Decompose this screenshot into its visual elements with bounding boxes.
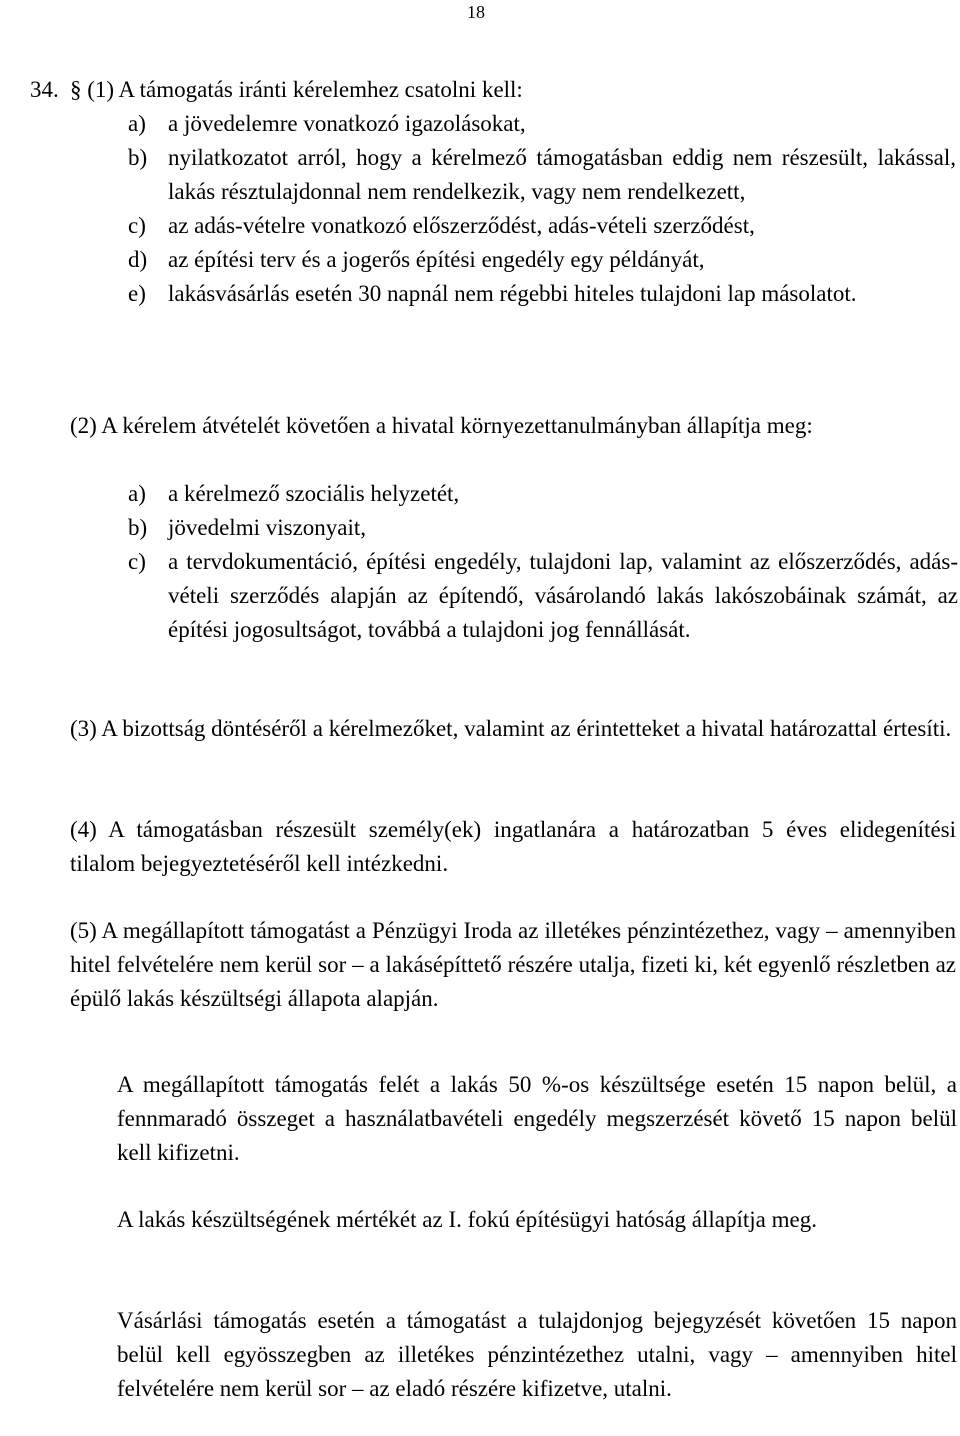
paragraph-5-purchase: Vásárlási támogatás esetén a támogatást a tulajdonjog bejegyzését követően 15 napon belül kell egyösszegben az illetékes pénzintézethez utalni, vagy – amennyiben hitel felvételére nem kerül sor – az eladó részére kifizetve, utalni. <box>117 1308 957 1401</box>
list-marker: d) <box>128 247 148 272</box>
page-number: 18 <box>467 2 485 22</box>
paragraph-5-completion: A lakás készültségének mértékét az I. fokú építésügyi hatóság állapítja meg. <box>117 1207 817 1232</box>
list-item-text: az adás-vételre vonatkozó előszerződést, adás-vételi szerződést, <box>168 213 755 238</box>
list-marker: a) <box>128 111 146 136</box>
list-item <box>128 477 958 511</box>
list-marker: b) <box>128 515 148 540</box>
list-marker: b) <box>128 145 148 170</box>
list-item <box>128 141 956 209</box>
list-marker: e) <box>128 281 146 306</box>
paragraph-5-payment: A megállapított támogatás felét a lakás 50 %-os készültsége esetén 15 napon belül, a fennmaradó összeget a használatbavételi engedély megszerzését követő 15 napon belül kell kifizetni. <box>117 1072 957 1165</box>
paragraph-2-list <box>128 477 958 647</box>
section-number: 34. <box>30 77 59 102</box>
list-item-text: nyilatkozatot arról, hogy a kérelmező támogatásban eddig nem részesült, lakással, lakás résztulajdonnal nem rendelkezik, vagy nem rendelkezett, <box>168 145 956 204</box>
list-item <box>128 209 956 243</box>
list-marker: c) <box>128 549 146 574</box>
list-item-text: a kérelmező szociális helyzetét, <box>168 481 460 506</box>
section-heading <box>30 73 523 107</box>
list-item-text: az építési terv és a jogerős építési engedély egy példányát, <box>168 247 705 272</box>
paragraph-2-intro: (2) A kérelem átvételét követően a hivatal környezettanulmányban állapítja meg: <box>70 413 813 438</box>
list-marker: c) <box>128 213 146 238</box>
list-item <box>128 545 958 647</box>
list-item <box>128 243 956 277</box>
paragraph-1-intro: § (1) A támogatás iránti kérelemhez csatolni kell: <box>70 77 523 102</box>
list-item <box>128 511 958 545</box>
paragraph-5: (5) A megállapított támogatást a Pénzügyi Iroda az illetékes pénzintézethez, vagy – amennyiben hitel felvételére nem kerül sor – a lakásépíttető részére utalja, fizeti ki, két egyenlő részletben az épülő lakás készültségi állapota alapján. <box>70 918 956 1011</box>
list-item <box>128 107 956 141</box>
list-item-text: a tervdokumentáció, építési engedély, tulajdoni lap, valamint az előszerződés, adás-vételi szerződés alapján az építendő, vásárolandó lakás lakószobáinak számát, az építési jogosultságot, továbbá a tulajdoni jog fennállását. <box>168 549 958 642</box>
list-marker: a) <box>128 481 146 506</box>
paragraph-3: (3) A bizottság döntéséről a kérelmezőket, valamint az érintetteket a hivatal határozattal értesíti. <box>70 716 952 741</box>
paragraph-1-list <box>128 107 956 311</box>
list-item-text: jövedelmi viszonyait, <box>168 515 367 540</box>
paragraph-4: (4) A támogatásban részesült személy(ek) ingatlanára a határozatban 5 éves elidegenítési tilalom bejegyeztetéséről kell intézkedni. <box>70 817 956 876</box>
list-item-text: lakásvásárlás esetén 30 napnál nem régebbi hiteles tulajdoni lap másolatot. <box>168 281 857 306</box>
list-item <box>128 277 956 311</box>
list-item-text: a jövedelemre vonatkozó igazolásokat, <box>168 111 526 136</box>
